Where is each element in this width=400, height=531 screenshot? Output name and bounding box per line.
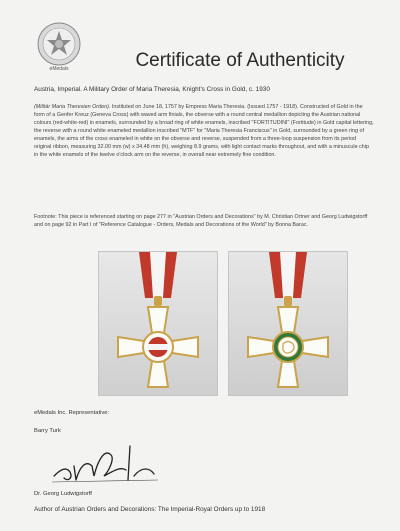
description-text: Instituted on June 18, 1757 by Empress Maria Theresia. (Issued 1757 - 1918). Constructed of Gold in the form of a Genfer Kreuz (Geneva Cross) with waved arm finials, the obverse with a round central medallion depicting the Austrian national colours (red-white-red) in enamels, surrounded by a broad ring of white enamels, inscribed "FORTITUDINI" (Fortitude) in Gold capital lettering, the reverse with a round white enameled medallion inscribed "MTF" for "Maria Theresia Franciscus" in Gold, surrounded by a green ring of enamels, the arms of the cross enameled in white on the obverse and reverse, suspended from a three-loop suspension from its period original ribbon, measuring 32.00 mm (w) x 34.48 mm (h), weighing 8.9 grams, with light contact marks throughout, and with a minuscule chip in the white enamels of the twelve o'clock arm on the reverse, in overall near extremely fine condition.: [34, 104, 374, 158]
medal-seal-icon: [37, 22, 81, 66]
item-description: [34, 103, 374, 159]
medal-obverse-image: [99, 252, 217, 395]
expert-name: Dr. Georg Ludwigstorff: [34, 491, 92, 497]
medal-obverse-photo: [98, 251, 218, 396]
description-italic: (Militär Maria Theresien Orden).: [34, 104, 111, 110]
footnote: Footnote: This piece is referenced starting on page 277 in "Austrian Orders and Decorations" by M. Christian Ortner and Georg Ludwigstorff and on page 92 in Part I of "Reference Catalogue - Orders, Medals and Decorations of the World" by Bonna Barac.: [34, 214, 368, 228]
medal-reverse-image: [229, 252, 347, 395]
logo-text: eMedals: [49, 66, 69, 72]
medal-reverse-photo: [228, 251, 348, 396]
representative-label: eMedals Inc. Representative:: [34, 410, 110, 416]
page-title: Certificate of Authenticity: [135, 50, 345, 71]
author-line: Author of Austrian Orders and Decorations: The Imperial-Royal Orders up to 1918: [34, 506, 266, 513]
representative-name: Barry Turk: [34, 428, 61, 434]
item-title: Austria, Imperial. A Military Order of Maria Theresia, Knight's Cross in Gold, c. 1930: [34, 86, 270, 93]
handwritten-signature: [50, 436, 160, 488]
